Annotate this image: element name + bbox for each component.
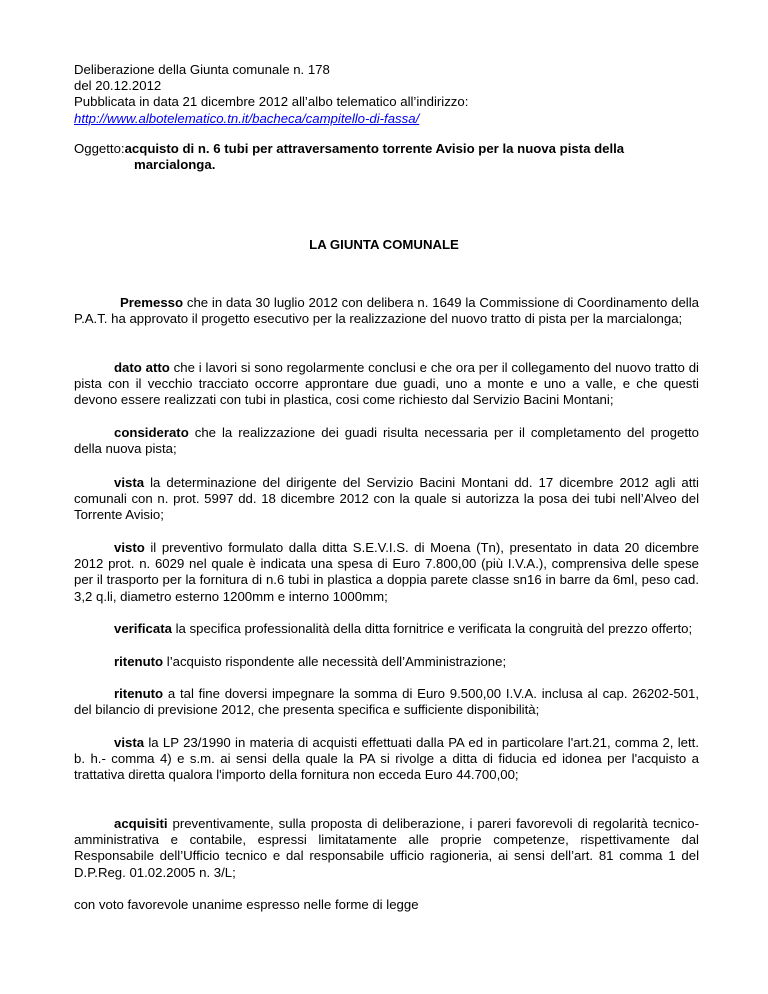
paragraph-dato-atto [74, 360, 699, 409]
paragraph-ritenuto-2 [74, 686, 699, 718]
lead-verificata: verificata [114, 621, 172, 636]
deliberation-number: Deliberazione della Giunta comunale n. 178 [74, 62, 330, 77]
text-voto: con voto favorevole unanime espresso nelle forme di legge [74, 897, 419, 912]
text-visto: il preventivo formulato dalla ditta S.E.V.I.S. di Moena (Tn), presentato in data 20 dicembre 2012 prot. n. 6029 nel quale è indicata una spesa di Euro 7.800,00 (più I.V.A.), comprensiva delle spese per il trasporto per la fornitura di n.6 tubi in plastica a doppia parete classe sn16 in barre da 6ml, peso cad. 3,2 q.li, diametro esterno 1200mm e interno 1000mm; [74, 540, 699, 604]
paragraph-vista-2 [74, 735, 699, 784]
document-header [74, 62, 699, 127]
text-acquisiti: preventivamente, sulla proposta di deliberazione, i pareri favorevoli di regolarità tecnico-amministrativa e contabile, espressi limitatamente alle proprie competenze, rispettivamente dal Responsabile dell’Ufficio tecnico e dal responsabile ufficio ragioneria, ai sensi dell’art. 81 comma 1 del D.P.Reg. 01.02.2005 n. 3/L; [74, 816, 699, 880]
oggetto-label: Oggetto: [74, 141, 125, 156]
paragraph-acquisiti [74, 816, 699, 881]
oggetto-text-line1: acquisto di n. 6 tubi per attraversamento torrente Avisio per la nuova pista della [124, 141, 625, 156]
paragraph-verificata [74, 621, 699, 637]
text-ritenuto-2: a tal fine doversi impegnare la somma di Euro 9.500,00 I.V.A. inclusa al cap. 26202-501, del bilancio di previsione 2012, che presenta specifica e sufficiente disponibilità; [74, 686, 699, 718]
section-heading: LA GIUNTA COMUNALE [309, 237, 459, 252]
publication-note: Pubblicata in data 21 dicembre 2012 all’albo telematico all’indirizzo: [74, 94, 469, 110]
paragraph-vista-1 [74, 475, 699, 524]
oggetto-text-line2: marcialonga. [134, 157, 216, 173]
albo-url-link[interactable]: http://www.albotelematico.tn.it/bacheca/campitello-di-fassa/ [74, 110, 420, 126]
lead-ritenuto-2: ritenuto [114, 686, 164, 701]
paragraph-considerato [74, 425, 699, 457]
lead-acquisiti: acquisiti [114, 816, 168, 831]
text-dato-atto: che i lavori si sono regolarmente conclusi e che ora per il collegamento del nuovo tratto di pista con il vecchio tracciato occorre approntare due guadi, uno a monte e uno a valle, e che questi devono essere realizzati con tubi in plastica, cosi come richiesto dal Servizio Bacini Montani; [74, 360, 699, 408]
lead-ritenuto-1: ritenuto [114, 654, 164, 669]
text-premesso: che in data 30 luglio 2012 con delibera n. 1649 la Commissione di Coordinamento della P.A.T. ha approvato il progetto esecutivo per la realizzazione del nuovo tratto di pista per la marcialonga; [74, 295, 699, 327]
lead-dato-atto: dato atto [114, 360, 170, 375]
paragraph-voto [74, 897, 699, 913]
lead-premesso: Premesso [120, 295, 184, 310]
paragraph-visto [74, 540, 699, 605]
text-vista-2: la LP 23/1990 in materia di acquisti effettuati dalla PA ed in particolare l'art.21, comma 2, lett. b. h.- comma 4) e s.m. ai sensi della quale la PA si rivolge a ditta di fiducia ed idonea per l'acquisto a trattativa diretta qualora l'importo della fornitura non ecceda Euro 44.700,00; [74, 735, 699, 783]
paragraph-premesso [74, 295, 699, 327]
lead-vista-2: vista [114, 735, 145, 750]
lead-visto: visto [114, 540, 145, 555]
oggetto-text [125, 141, 625, 157]
lead-vista-1: vista [114, 475, 145, 490]
text-vista-1: la determinazione del dirigente del Servizio Bacini Montani dd. 17 dicembre 2012 agli atti comunali con n. prot. 5997 dd. 18 dicembre 2012 con la quale si autorizza la posa dei tubi nell’Alveo del Torrente Avisio; [74, 475, 699, 523]
text-verificata: la specifica professionalità della ditta fornitrice e verificata la congruità del prezzo offerto; [171, 621, 693, 636]
lead-considerato: considerato [114, 425, 189, 440]
deliberation-date: del 20.12.2012 [74, 78, 162, 94]
text-considerato: che la realizzazione dei guadi risulta necessaria per il completamento del progetto della nuova pista; [74, 425, 699, 457]
oggetto-section [74, 141, 699, 173]
paragraph-ritenuto-1 [74, 654, 699, 670]
text-ritenuto-1: l’acquisto rispondente alle necessità dell’Amministrazione; [163, 654, 507, 669]
